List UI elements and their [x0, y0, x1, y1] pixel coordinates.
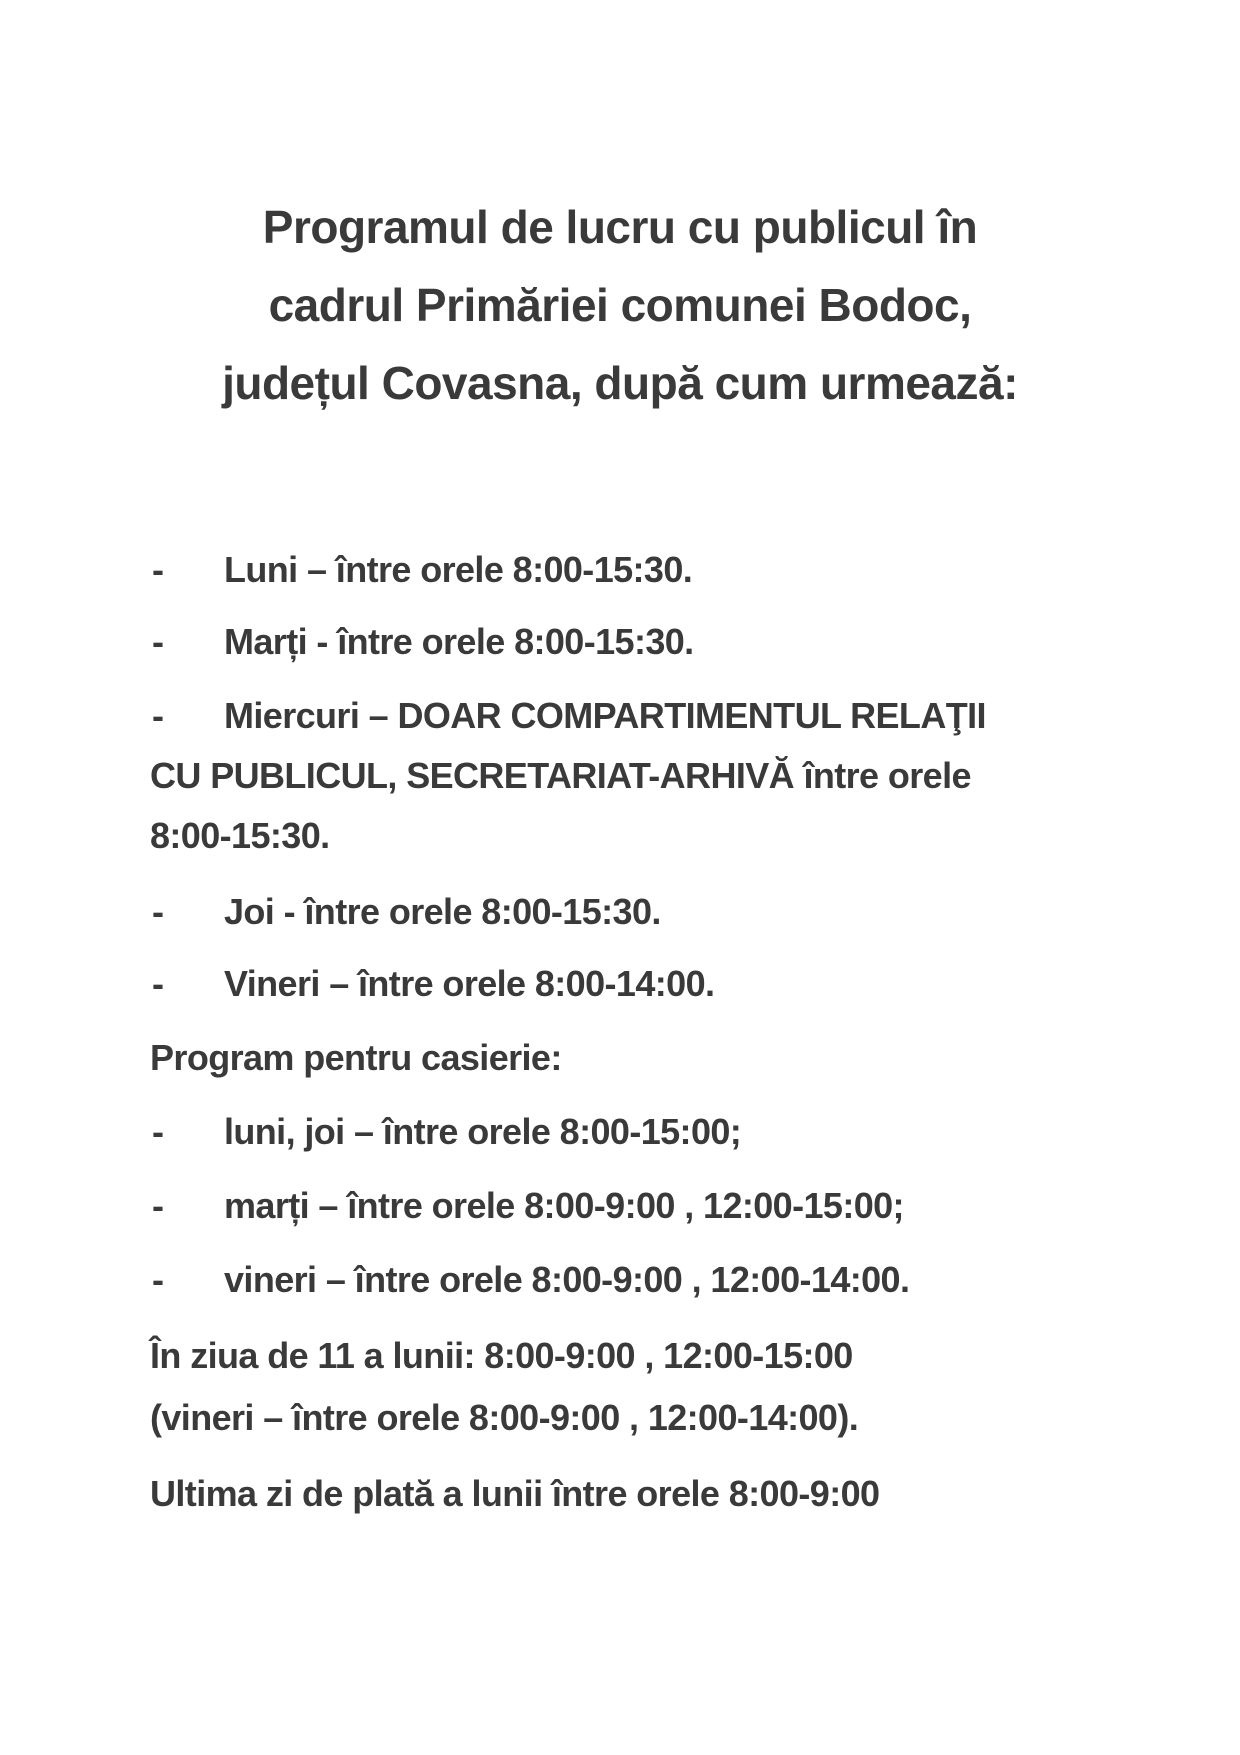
- bullet-dash: -: [152, 621, 164, 662]
- cashier-item-friday: vineri – între orele 8:00-9:00 , 12:00-14:00.: [224, 1259, 910, 1300]
- bullet-dash: -: [152, 963, 164, 1004]
- title-line: județul Covasna, după cum urmează:: [222, 357, 1018, 409]
- cashier-item-tuesday: marți – între orele 8:00-9:00 , 12:00-15:00;: [224, 1185, 904, 1226]
- bullet-dash: -: [152, 549, 164, 590]
- schedule-item-thursday: Joi - între orele 8:00-15:30.: [224, 891, 661, 932]
- bullet-dash: -: [152, 1259, 164, 1300]
- bullet-dash: -: [152, 891, 164, 932]
- title-line: cadrul Primăriei comunei Bodoc,: [268, 279, 972, 331]
- cashier-item-mon-thu: luni, joi – între orele 8:00-15:00;: [224, 1111, 742, 1152]
- title-line: Programul de lucru cu publicul în: [262, 201, 978, 253]
- schedule-item-tuesday: Marți - între orele 8:00-15:30.: [224, 621, 694, 662]
- schedule-item-wednesday-cont: CU PUBLICUL, SECRETARIAT-ARHIVĂ între orele: [150, 755, 971, 796]
- schedule-item-wednesday-hours: 8:00-15:30.: [150, 815, 330, 856]
- cashier-heading: Program pentru casierie:: [150, 1037, 562, 1078]
- bullet-dash: -: [152, 1185, 164, 1226]
- note-last-payment-day: Ultima zi de plată a lunii între orele 8:00-9:00: [150, 1473, 880, 1514]
- note-day-11-friday: (vineri – între orele 8:00-9:00 , 12:00-14:00).: [150, 1397, 859, 1438]
- note-day-11: În ziua de 11 a lunii: 8:00-9:00 , 12:00-15:00: [150, 1335, 853, 1376]
- schedule-item-monday: Luni – între orele 8:00-15:30.: [224, 549, 693, 590]
- bullet-dash: -: [152, 1111, 164, 1152]
- schedule-item-wednesday: Miercuri – DOAR COMPARTIMENTUL RELAŢII: [224, 695, 986, 736]
- bullet-dash: -: [152, 695, 164, 736]
- schedule-item-friday: Vineri – între orele 8:00-14:00.: [224, 963, 715, 1004]
- page-title: [100, 188, 1140, 422]
